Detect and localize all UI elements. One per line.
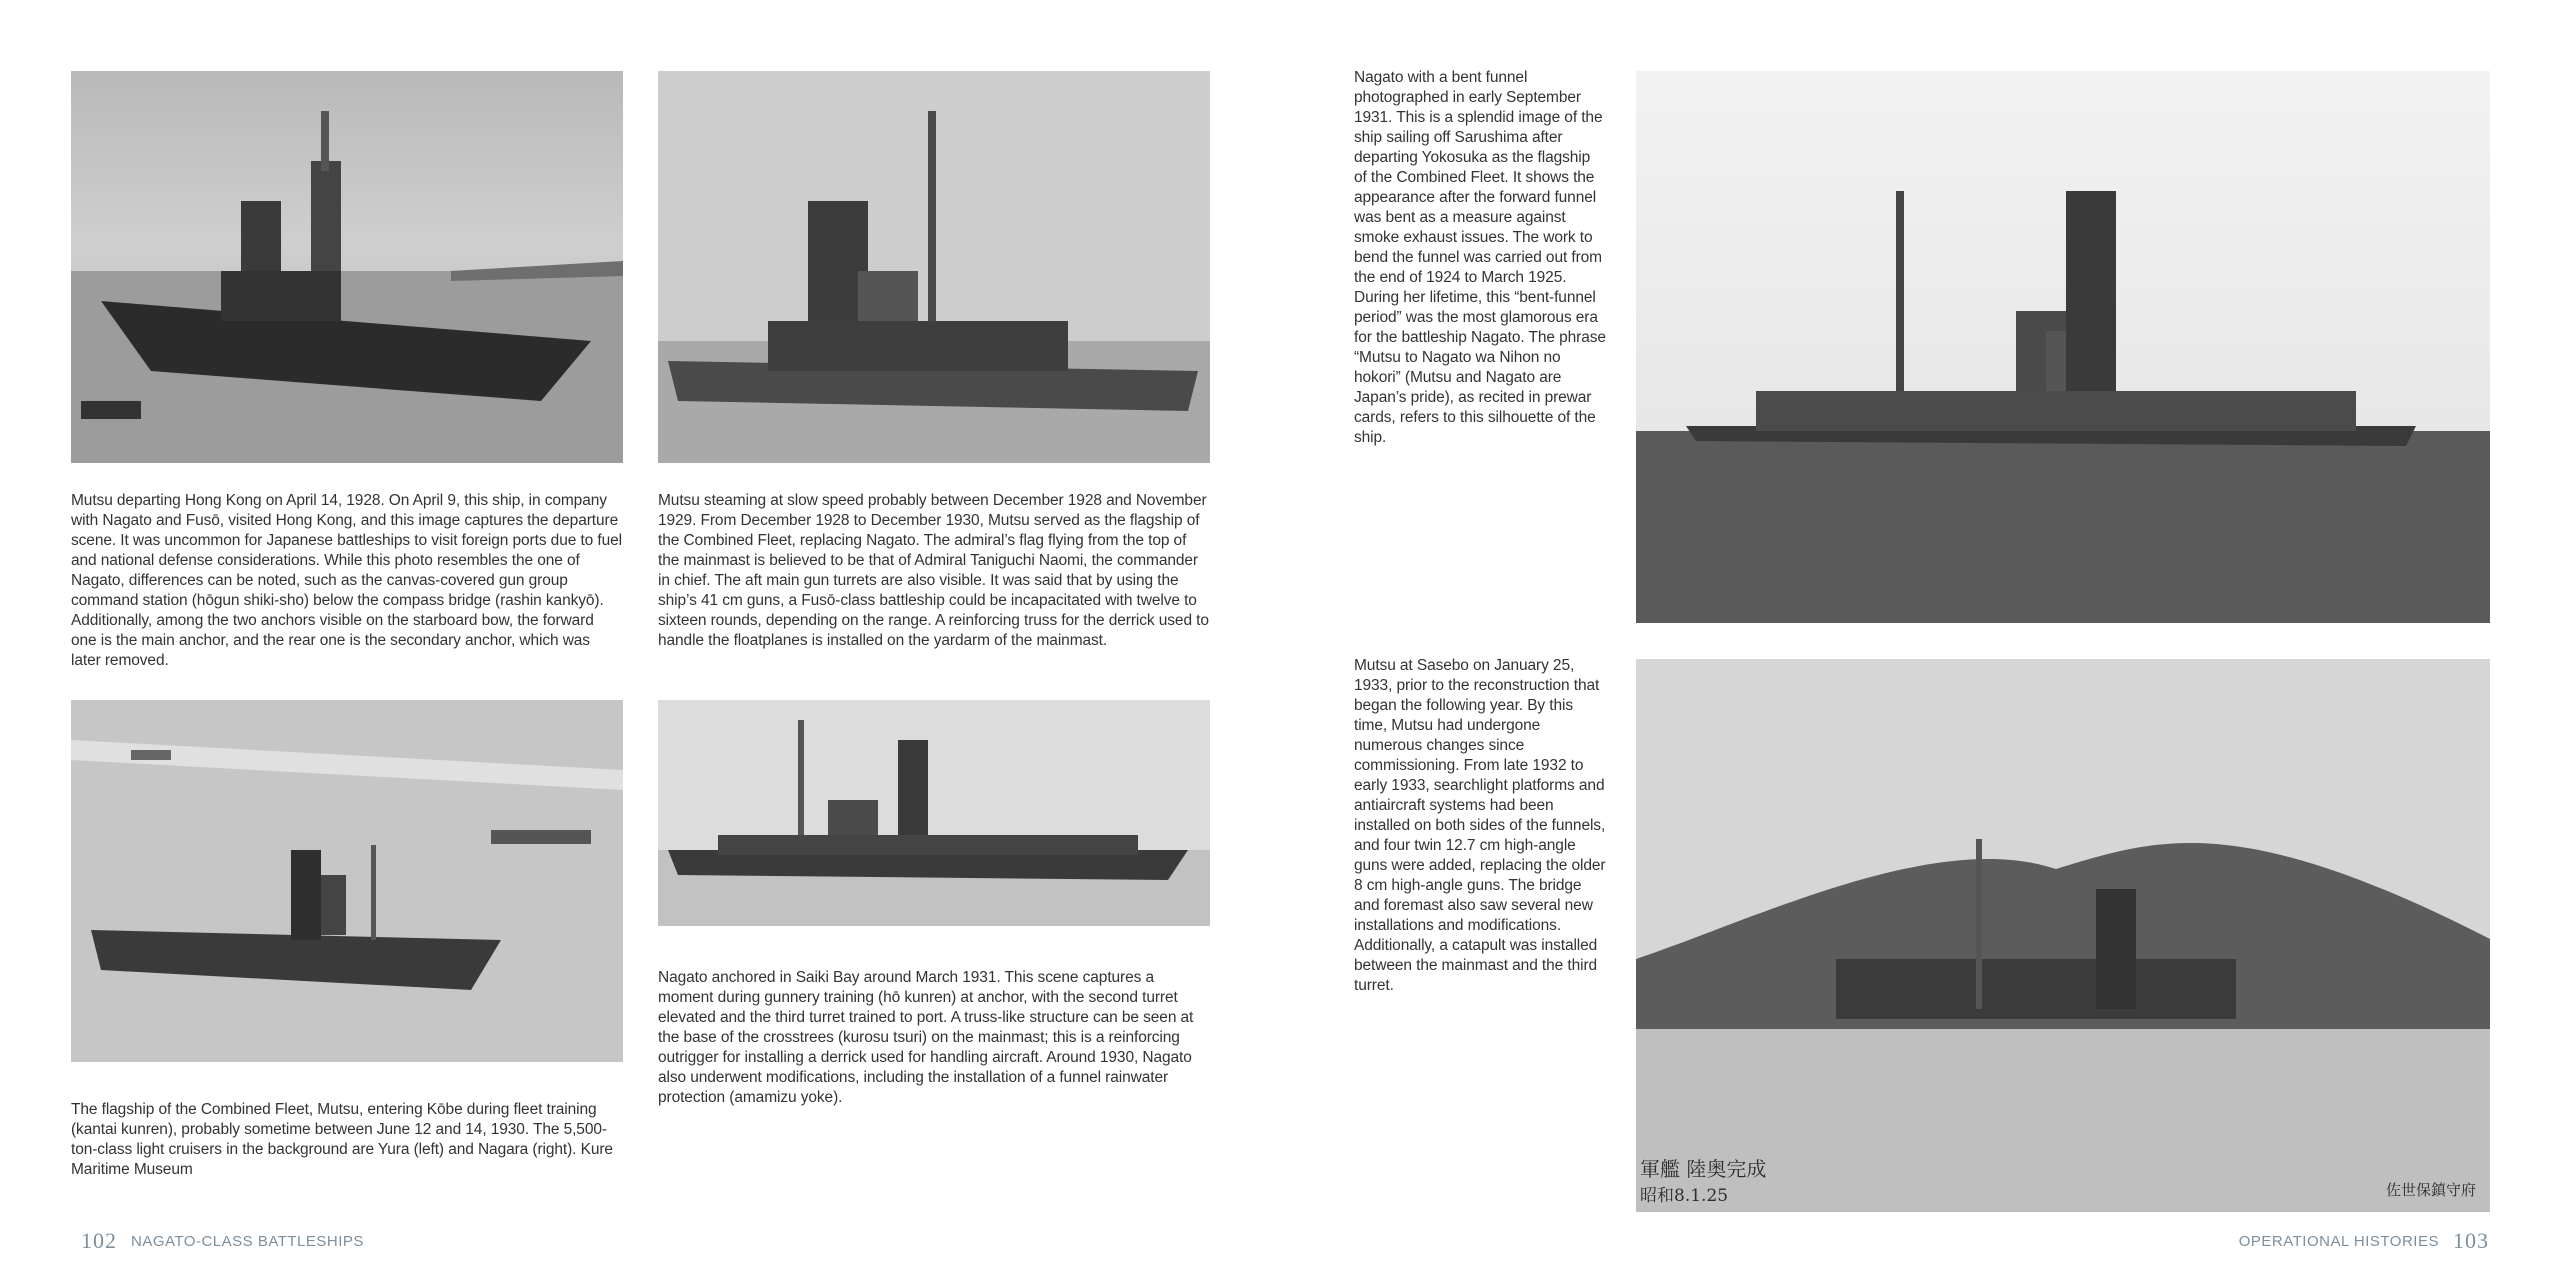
right-page [1280,0,2560,1280]
photo-mutsu-sasebo [1636,659,2490,1212]
caption-mutsu-hong-kong: Mutsu departing Hong Kong on April 14, 1928. On April 9, this ship, in company with Nagato and Fusō, visited Hong Kong, and this image captures the departure scene. It was uncommon for Japanese battleships to visit foreign ports due to fuel and national defense considerations. While this photo resembles the one of Nagato, differences can be noted, such as the canvas-covered gun group command station (hōgun shiki-sho) below the compass bridge (rashin kankyō). Additionally, among the two anchors visible on the starboard bow, the forward one is the main anchor, and the rear one is the secondary anchor, which was later removed. [71,492,622,669]
page-number: 102 [81,1228,117,1253]
running-title: NAGATO-CLASS BATTLESHIPS [131,1233,364,1250]
running-title: OPERATIONAL HISTORIES [2238,1233,2439,1250]
photo-inscription-right: 佐世保鎮守府 [2385,1181,2476,1199]
left-folio [81,1228,364,1254]
caption-nagato-saiki-bay: Nagato anchored in Saiki Bay around March 1931. This scene captures a moment during gunnery training (hō kunren) at anchor, with the second turret elevated and the third turret trained to port. A truss-like structure can be seen at the base of the crosstrees (kurosu tsuri) on the mainmast; this is a reinforcing outrigger for installing a derrick used for handling aircraft. Around 1930, Nagato also underwent modifications, including the installation of a funnel rainwater protection (amamizu yoke). [658,969,1194,1106]
caption-mutsu-kobe: The flagship of the Combined Fleet, Mutsu, entering Kōbe during fleet training (kantai kunren), probably sometime between June 12 and 14, 1930. The 5,500-ton-class light cruisers in the background are Yura (left) and Nagara (right). Kure Maritime Museum [71,1101,613,1178]
photo-mutsu-hong-kong [71,71,623,463]
photo-nagato-bent-funnel [1636,71,2490,623]
caption-nagato-bent-funnel: Nagato with a bent funnel photographed in early September 1931. This is a splendid image of the ship sailing off Sarushima after departing Yokosuka as the flagship of the Combined Fleet. It shows the appearance after the forward funnel was bent as a measure against smoke exhaust issues. The work to bend the funnel was carried out from the end of 1924 to March 1925. During her lifetime, this “bent-funnel period” was the most glamorous era for the battleship Nagato. The phrase “Mutsu to Nagato wa Nihon no hokori” (Mutsu and Nagato are Japan’s pride), as recited in prewar cards, refers to this silhouette of the ship. [1354,69,1606,446]
caption-mutsu-sasebo: Mutsu at Sasebo on January 25, 1933, prior to the reconstruction that began the following year. By this time, Mutsu had undergone numerous changes since commissioning. From late 1932 to early 1933, searchlight platforms and antiaircraft systems had been installed on both sides of the funnels, and four twin 12.7 cm high-angle guns were added, replacing the older 8 cm high-angle guns. The bridge and foremast also saw several new installations and modifications. Additionally, a catapult was installed between the mainmast and the third turret. [1354,657,1606,994]
page-number: 103 [2453,1228,2489,1253]
caption-mutsu-slow-speed: Mutsu steaming at slow speed probably between December 1928 and November 1929. From December 1928 to December 1930, Mutsu served as the flagship of the Combined Fleet, replacing Nagato. The admiral’s flag flying from the top of the mainmast is believed to be that of Admiral Taniguchi Naomi, the commander in chief. The aft main gun turrets are also visible. It was said that by using the ship’s 41 cm guns, a Fusō-class battleship could be incapacitated with twelve to sixteen rounds, depending on the range. A reinforcing truss for the derrick used to handle the floatplanes is installed on the yardarm of the mainmast. [658,492,1209,649]
photo-inscription-left: 軍艦 陸奥完成 [1640,1157,1767,1181]
photo-mutsu-kobe [71,700,623,1062]
right-folio [2239,1228,2489,1254]
photo-nagato-saiki-bay [658,700,1210,926]
photo-inscription-date: 昭和8.1.25 [1640,1186,1729,1206]
photo-mutsu-slow-speed [658,71,1210,463]
